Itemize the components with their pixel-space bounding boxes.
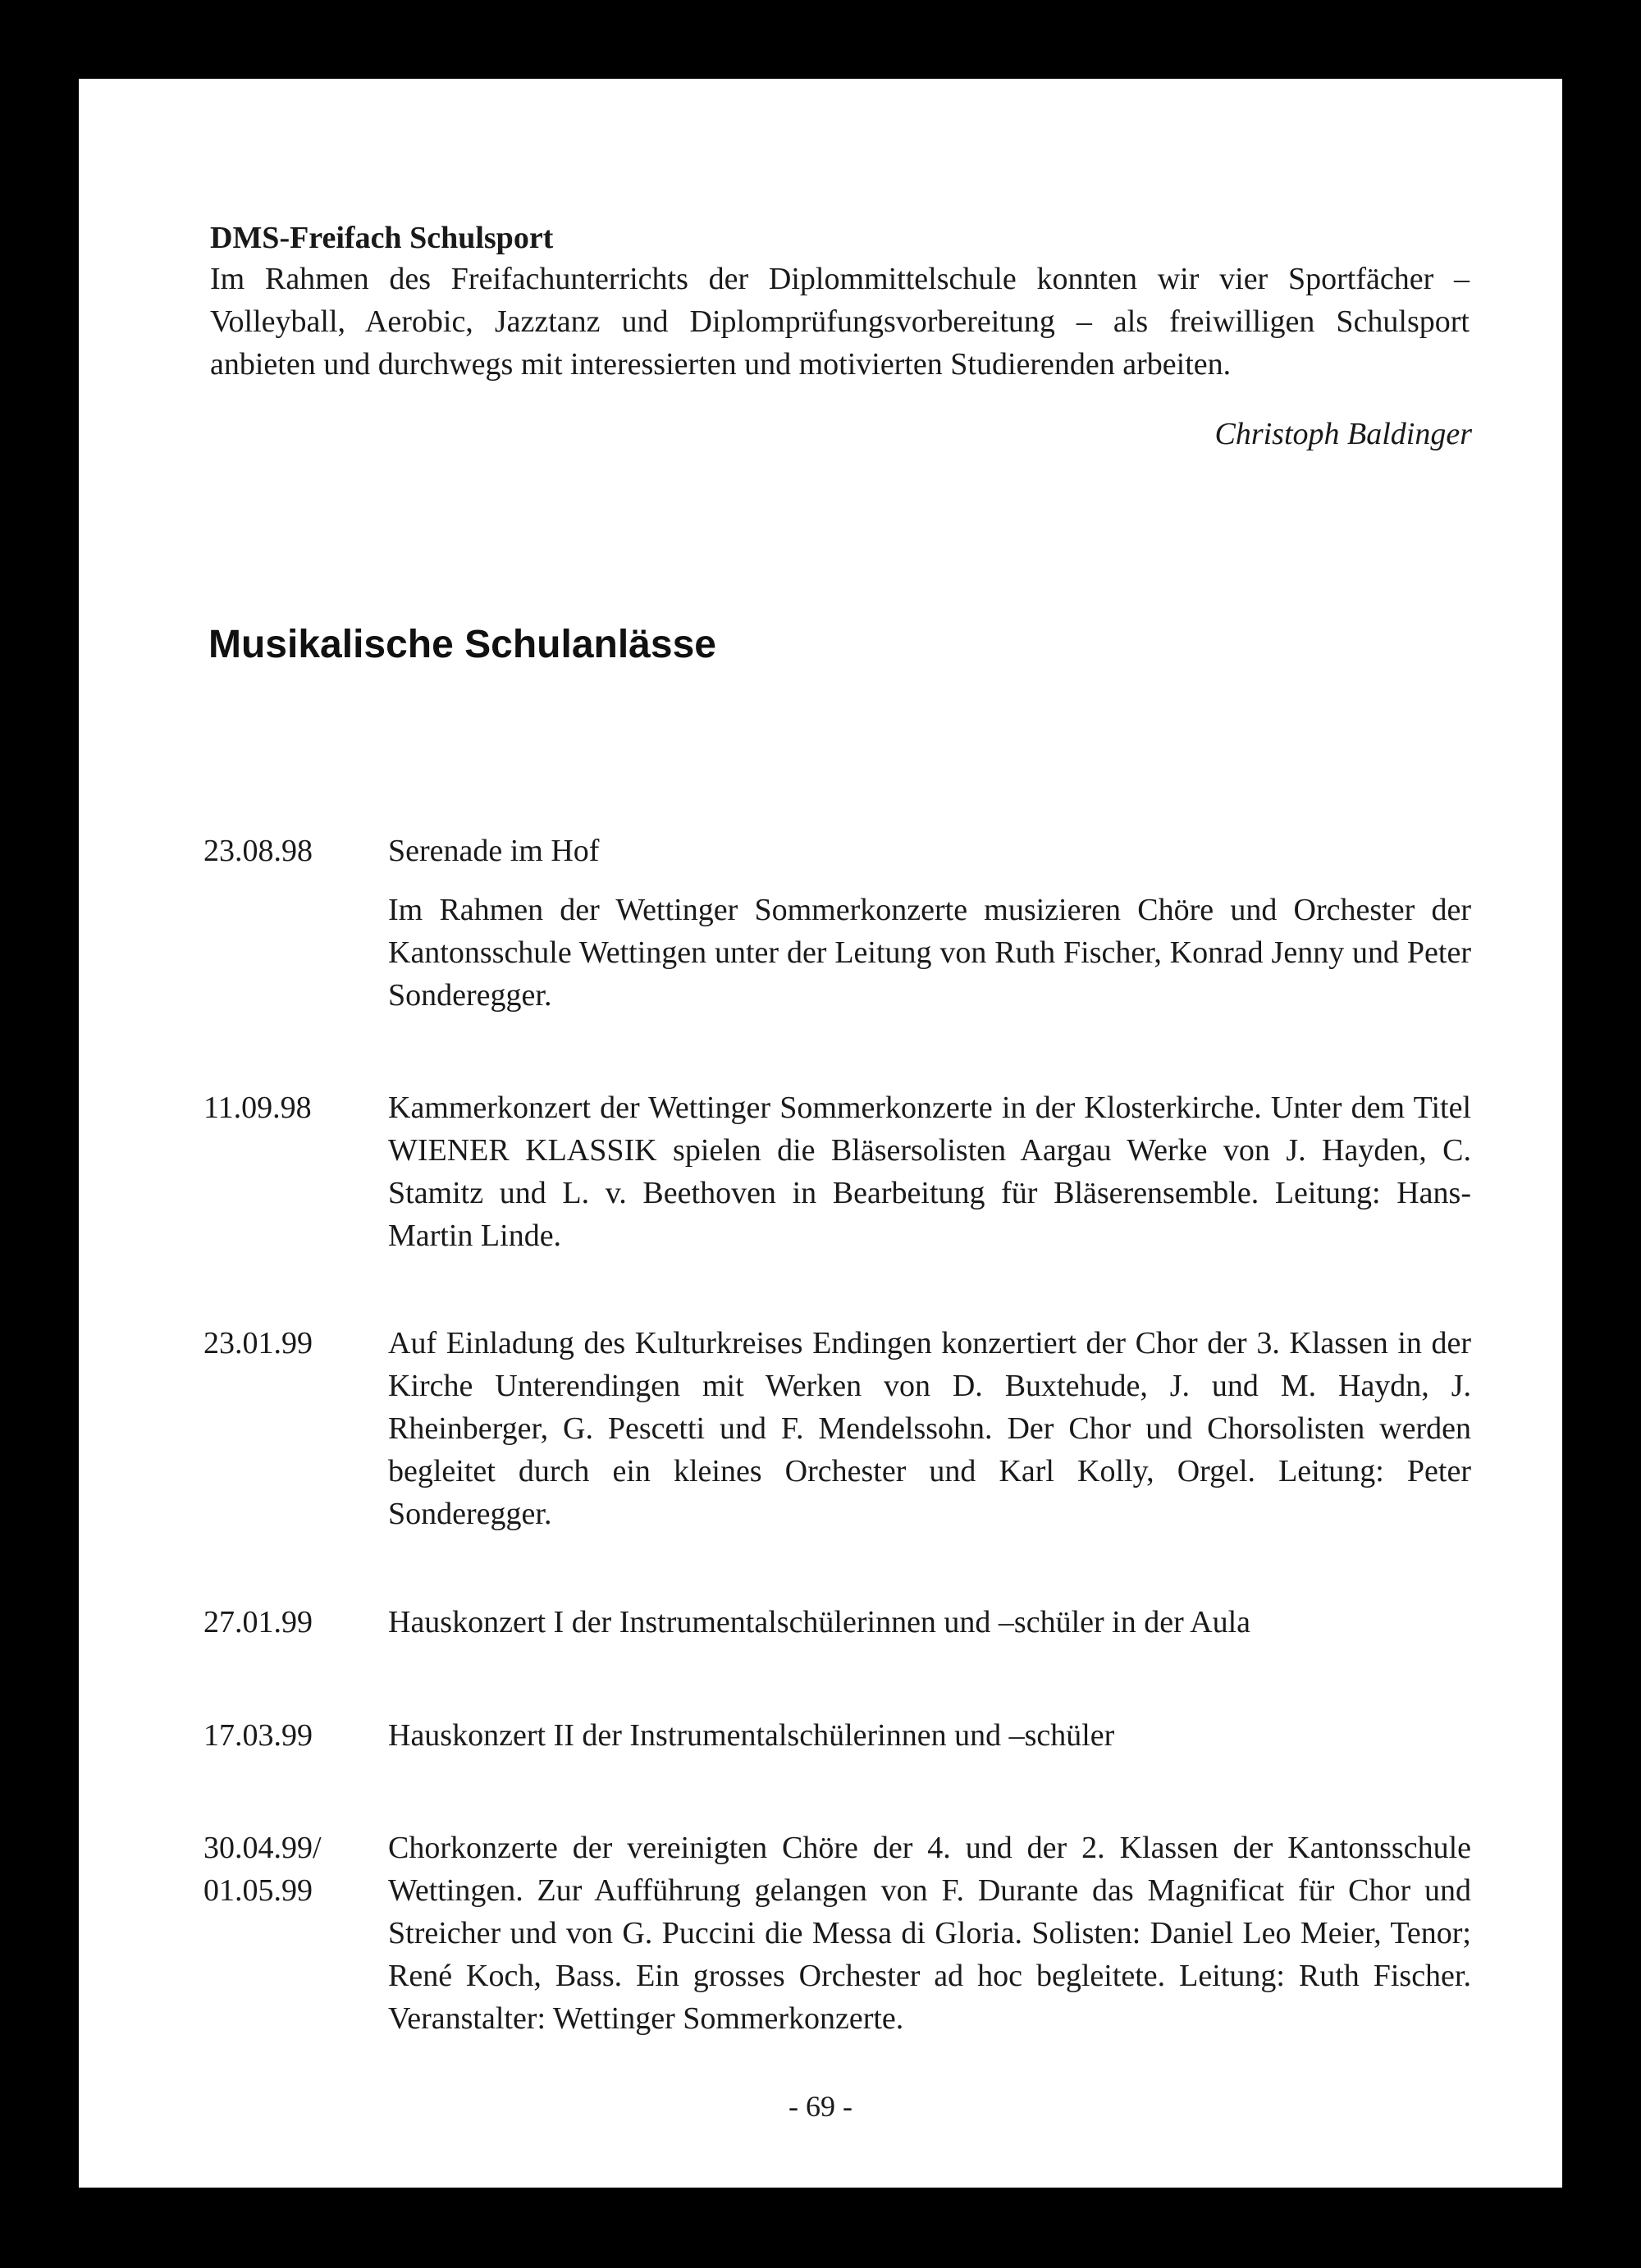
event-details: Im Rahmen der Wettinger Sommerkonzerte musizieren Chöre und Orchester der Kantonsschule Wettingen unter der Leitung von Ruth Fischer, Konrad Jenny und Peter Sonderegger. bbox=[388, 893, 1471, 1013]
event-date: 23.08.98 bbox=[203, 834, 313, 868]
event-date: 27.01.99 bbox=[203, 1605, 313, 1639]
event-date: 23.01.99 bbox=[203, 1326, 313, 1360]
event-description: Hauskonzert I der Instrumentalschülerinnen und –schüler in der Aula bbox=[388, 1605, 1251, 1639]
dms-section-title: DMS-Freifach Schulsport bbox=[210, 221, 554, 255]
dms-section-text: Im Rahmen des Freifachunterrichts der Diplommittelschule konnten wir vier Sportfächer – Volleyball, Aerobic, Jazztanz und Diplomprüfungsvorbereitung – als freiwilligen Schulsport anbieten und durchwegs mit interessierten und motivierten Studierenden arbeiten. bbox=[210, 262, 1470, 382]
page-number: - 69 - bbox=[789, 2090, 852, 2123]
event-description: Chorkonzerte der vereinigten Chöre der 4. und der 2. Klassen der Kantonsschule Wettingen. Zur Aufführung gelangen von F. Durante das Magnificat für Chor und Streicher und von G. Puccini die Messa di Gloria. Solisten: Daniel Leo Meier, Tenor; René Koch, Bass. Ein grosses Orchester ad hoc begleitete. Leitung: Ruth Fischer. Veranstalter: Wettinger Sommerkonzerte. bbox=[388, 1831, 1471, 2036]
event-date: 17.03.99 bbox=[203, 1718, 313, 1753]
event-date: 11.09.98 bbox=[203, 1091, 312, 1125]
music-section-heading: Musikalische Schulanlässe bbox=[208, 623, 716, 666]
document-page bbox=[79, 79, 1562, 2188]
dms-section-author: Christoph Baldinger bbox=[1214, 417, 1472, 451]
event-title: Serenade im Hof bbox=[388, 834, 600, 868]
event-description: Kammerkonzert der Wettinger Sommerkonzerte in der Klosterkirche. Unter dem Titel WIENER KLASSIK spielen die Bläsersolisten Aargau Werke von J. Hayden, C. Stamitz und L. v. Beethoven in Bearbeitung für Bläserensemble. Leitung: Hans-Martin Linde. bbox=[388, 1091, 1471, 1253]
event-description: Auf Einladung des Kulturkreises Endingen konzertiert der Chor der 3. Klassen in der Kirche Unterendingen mit Werken von D. Buxtehude, J. und M. Haydn, J. Rheinberger, G. Pescetti und F. Mendelssohn. Der Chor und Chorsolisten werden begleitet durch ein kleines Orchester und Karl Kolly, Orgel. Leitung: Peter Sonderegger. bbox=[388, 1326, 1471, 1531]
event-date bbox=[203, 1827, 368, 1912]
event-description bbox=[388, 830, 1471, 1017]
event-date-start: 30.04.99/ bbox=[203, 1831, 322, 1865]
event-date-end: 01.05.99 bbox=[203, 1873, 313, 1908]
event-description: Hauskonzert II der Instrumentalschülerinnen und –schüler bbox=[388, 1718, 1115, 1753]
